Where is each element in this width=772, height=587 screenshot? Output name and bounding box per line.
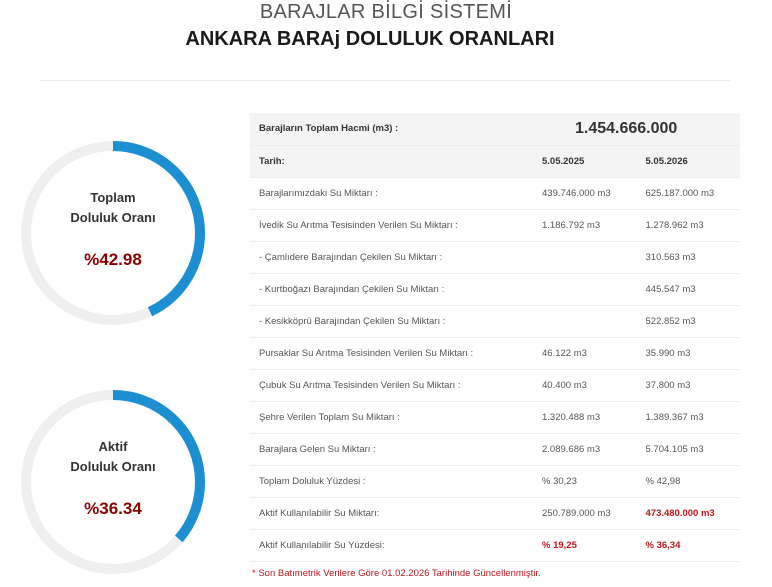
value-2025: 1.186.792 m3 [533, 209, 637, 241]
value-2025: 250.789.000 m3 [533, 497, 637, 529]
gauge-label-line1: Toplam [90, 190, 136, 205]
value-2026: 1.278.962 m3 [637, 209, 741, 241]
row-label: İvedik Su Arıtma Tesisinden Verilen Su Miktarı : [250, 209, 533, 241]
total-fill-ring [20, 140, 206, 326]
table-row [250, 465, 740, 497]
value-2025 [533, 273, 637, 305]
date-column-2025: 5.05.2025 [533, 145, 637, 177]
table-row [250, 433, 740, 465]
table-row [250, 529, 740, 561]
row-label: Aktif Kullanılabilir Su Yüzdesi: [250, 529, 533, 561]
row-label: Barajlarımızdaki Su Miktarı : [250, 177, 533, 209]
total-volume-value: 1.454.666.000 [533, 113, 740, 145]
row-label: Aktif Kullanılabilir Su Miktarı: [250, 497, 533, 529]
value-2025: 40.400 m3 [533, 369, 637, 401]
table-row [250, 177, 740, 209]
active-fill-ring [20, 389, 206, 575]
value-2026: 522.852 m3 [637, 305, 741, 337]
row-label: - Çamlıdere Barajından Çekilen Su Miktarı : [250, 241, 533, 273]
gauge-label-line2: Doluluk Oranı [70, 459, 156, 474]
gauge-value: %36.34 [84, 499, 142, 518]
value-2026: 35.990 m3 [637, 337, 741, 369]
footnote: * Son Batımetrik Verilere Göre 01.02.2026 Tarihinde Güncellenmiştir. [252, 568, 541, 579]
table-row [250, 497, 740, 529]
row-label: Şehre Verilen Toplam Su Miktarı : [250, 401, 533, 433]
value-2026: 445.547 m3 [637, 273, 741, 305]
table-row [250, 401, 740, 433]
table-row [250, 241, 740, 273]
page-title: ANKARA BARAj DOLULUK ORANLARI [185, 28, 555, 50]
table-row [250, 369, 740, 401]
value-2025: % 30,23 [533, 465, 637, 497]
row-label: Toplam Doluluk Yüzdesi : [250, 465, 533, 497]
row-label: Çubuk Su Arıtma Tesisinden Verilen Su Miktarı : [250, 369, 533, 401]
value-2025: % 19,25 [533, 529, 637, 561]
date-label: Tarih: [250, 145, 533, 177]
value-2026: 310.563 m3 [637, 241, 741, 273]
value-2026: % 36,34 [637, 529, 741, 561]
value-2026: 1.389.367 m3 [637, 401, 741, 433]
total-volume-row [250, 113, 740, 145]
value-2025 [533, 305, 637, 337]
row-label: - Kesikköprü Barajından Çekilen Su Miktarı : [250, 305, 533, 337]
value-2025: 439.746.000 m3 [533, 177, 637, 209]
total-volume-label: Barajların Toplam Hacmi (m3) : [250, 113, 533, 145]
value-2026: 37.800 m3 [637, 369, 741, 401]
dam-data-table [250, 113, 740, 562]
table-row [250, 305, 740, 337]
value-2026: 625.187.000 m3 [637, 177, 741, 209]
table-row [250, 209, 740, 241]
active-fill-gauge [20, 389, 206, 575]
date-column-2026: 5.05.2026 [637, 145, 741, 177]
value-2026: % 42,98 [637, 465, 741, 497]
table-row [250, 337, 740, 369]
table-row [250, 273, 740, 305]
gauge-label-line2: Doluluk Oranı [70, 210, 156, 225]
total-fill-gauge [20, 140, 206, 326]
value-2025: 46.122 m3 [533, 337, 637, 369]
gauge-value: %42.98 [84, 250, 142, 269]
row-label: - Kurtboğazı Barajından Çekilen Su Miktarı : [250, 273, 533, 305]
header-divider [40, 80, 730, 81]
value-2025: 1.320.488 m3 [533, 401, 637, 433]
row-label: Pursaklar Su Arıtma Tesisinden Verilen Su Miktarı : [250, 337, 533, 369]
gauge-label-line1: Aktif [98, 439, 128, 454]
date-header-row [250, 145, 740, 177]
value-2025 [533, 241, 637, 273]
row-label: Barajlara Gelen Su Miktarı : [250, 433, 533, 465]
value-2026: 5.704.105 m3 [637, 433, 741, 465]
value-2025: 2.089.686 m3 [533, 433, 637, 465]
value-2026: 473.480.000 m3 [637, 497, 741, 529]
system-title: BARAJLAR BİLGİ SİSTEMİ [259, 1, 513, 23]
